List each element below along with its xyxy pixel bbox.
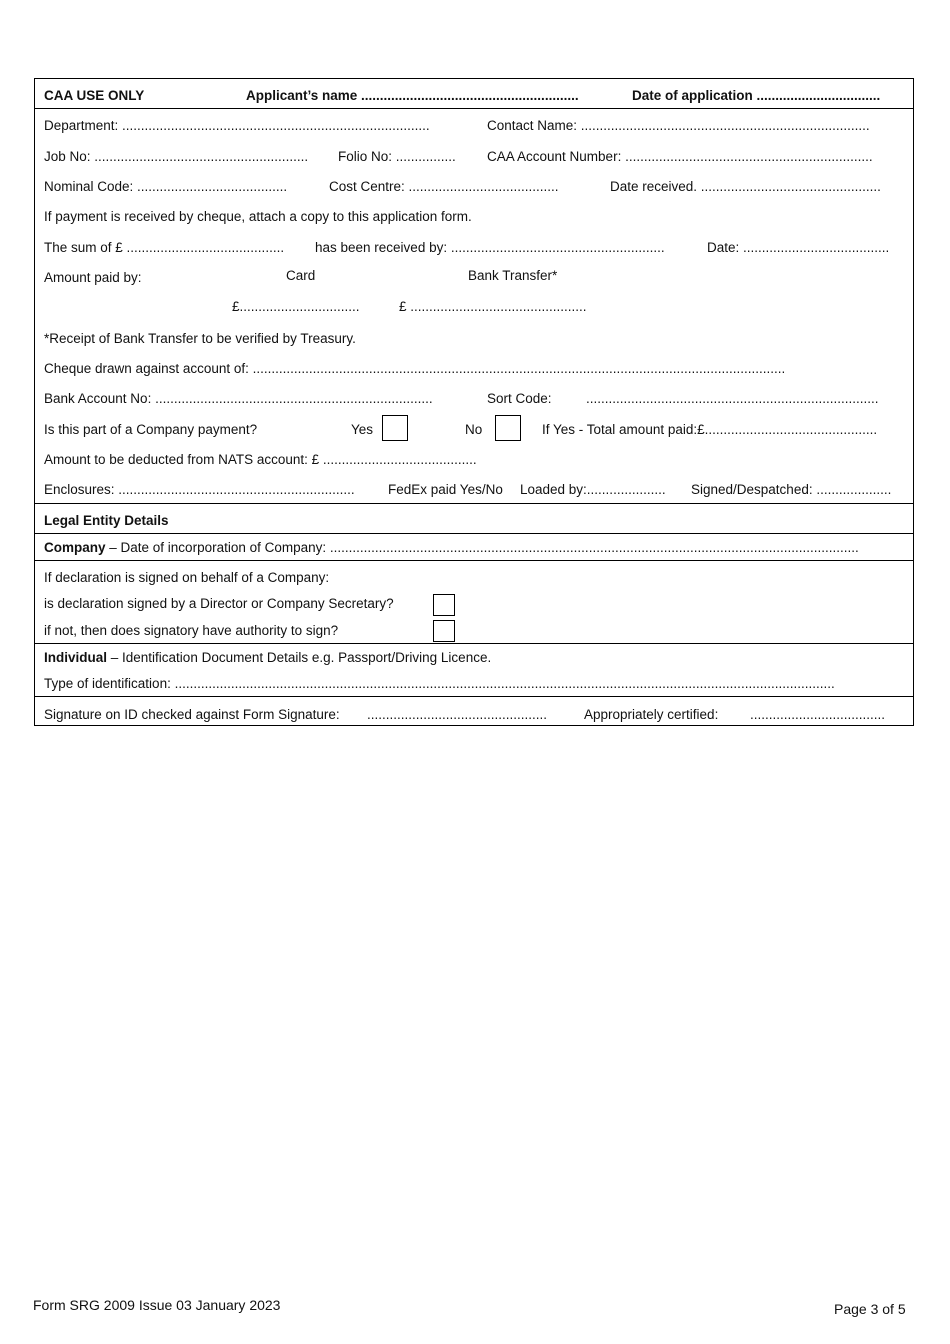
divider [35, 108, 913, 109]
loaded-by-field[interactable]: Loaded by:..................... [520, 482, 666, 497]
individual-label: Individual [44, 650, 108, 665]
nats-deduction-field[interactable]: Amount to be deducted from NATS account: £ ......................................... [44, 452, 477, 467]
form-reference: Form SRG 2009 Issue 03 January 2023 [33, 1297, 281, 1313]
declaration-authority-question: if not, then does signatory have authority to sign? [44, 623, 339, 638]
sort-code-field[interactable]: .............................................................................. [586, 391, 879, 406]
divider [35, 503, 913, 504]
department-field[interactable]: Department: .................................................................................. [44, 118, 430, 133]
bank-account-no-field[interactable]: Bank Account No: .......................................................................... [44, 391, 433, 406]
card-amount-field[interactable]: £................................ [232, 299, 360, 314]
sort-code-label: Sort Code: [487, 391, 552, 406]
date-of-application-field[interactable]: Date of application ................................. [632, 88, 881, 103]
legal-entity-title: Legal Entity Details [44, 513, 169, 528]
divider [35, 560, 913, 561]
fedex-paid-field[interactable]: FedEx paid Yes/No [388, 482, 503, 497]
sum-of-field[interactable]: The sum of £ .......................................... [44, 240, 285, 255]
nominal-code-field[interactable]: Nominal Code: ........................................ [44, 179, 288, 194]
job-no-field[interactable]: Job No: ......................................................... [44, 149, 309, 164]
caa-use-only-label: CAA USE ONLY [44, 88, 145, 103]
cheque-drawn-field[interactable]: Cheque drawn against account of: .............................................................................................................................................. [44, 361, 786, 376]
bank-transfer-label: Bank Transfer* [468, 268, 558, 283]
divider [35, 533, 913, 534]
type-of-identification-field[interactable]: Type of identification: ................................................................................................................................................................................ [44, 676, 835, 691]
declaration-director-question: is declaration signed by a Director or Company Secretary? [44, 596, 394, 611]
divider [35, 643, 913, 644]
individual-id-heading [44, 650, 491, 666]
company-label: Company [44, 540, 106, 555]
enclosures-field[interactable]: Enclosures: ............................................................... [44, 482, 355, 497]
appropriately-certified-label: Appropriately certified: [584, 707, 719, 722]
transfer-amount-field[interactable]: £ ............................................... [399, 299, 587, 314]
card-label: Card [286, 268, 316, 283]
signature-check-label: Signature on ID checked against Form Signature: [44, 707, 340, 722]
company-incorporation-text: – Date of incorporation of Company: ............................................................................................................................................. [105, 540, 859, 555]
individual-id-text: – Identification Document Details e.g. Passport/Driving Licence. [107, 650, 492, 665]
no-checkbox[interactable] [495, 415, 521, 441]
company-incorporation-field[interactable] [44, 540, 859, 556]
cheque-note: If payment is received by cheque, attach a copy to this application form. [44, 209, 472, 224]
cost-centre-field[interactable]: Cost Centre: ........................................ [329, 179, 559, 194]
appropriately-certified-field[interactable]: .................................... [750, 707, 886, 722]
date-received-field[interactable]: Date received. ................................................ [610, 179, 881, 194]
caa-account-number-field[interactable]: CAA Account Number: .................................................................. [487, 149, 873, 164]
received-by-field[interactable]: has been received by: ......................................................... [315, 240, 665, 255]
director-checkbox[interactable] [433, 594, 455, 616]
divider [35, 696, 913, 697]
signed-despatched-field[interactable]: Signed/Despatched: .................... [691, 482, 892, 497]
yes-label: Yes [351, 422, 374, 437]
applicant-name-field[interactable]: Applicant’s name .......................................................... [246, 88, 579, 103]
company-payment-question: Is this part of a Company payment? [44, 422, 258, 437]
signature-check-field[interactable]: ................................................ [367, 707, 548, 722]
page-number: Page 3 of 5 [834, 1301, 906, 1317]
date-field[interactable]: Date: ....................................... [707, 240, 890, 255]
total-amount-paid-field[interactable]: If Yes - Total amount paid:£.............................................. [542, 422, 878, 437]
caa-use-only-form [34, 78, 914, 726]
authority-checkbox[interactable] [433, 620, 455, 642]
yes-checkbox[interactable] [382, 415, 408, 441]
no-label: No [465, 422, 483, 437]
declaration-behalf-text: If declaration is signed on behalf of a Company: [44, 570, 330, 585]
contact-name-field[interactable]: Contact Name: ............................................................................. [487, 118, 870, 133]
folio-no-field[interactable]: Folio No: ................ [338, 149, 456, 164]
amount-paid-by-label: Amount paid by: [44, 270, 142, 285]
receipt-note: *Receipt of Bank Transfer to be verified by Treasury. [44, 331, 356, 346]
